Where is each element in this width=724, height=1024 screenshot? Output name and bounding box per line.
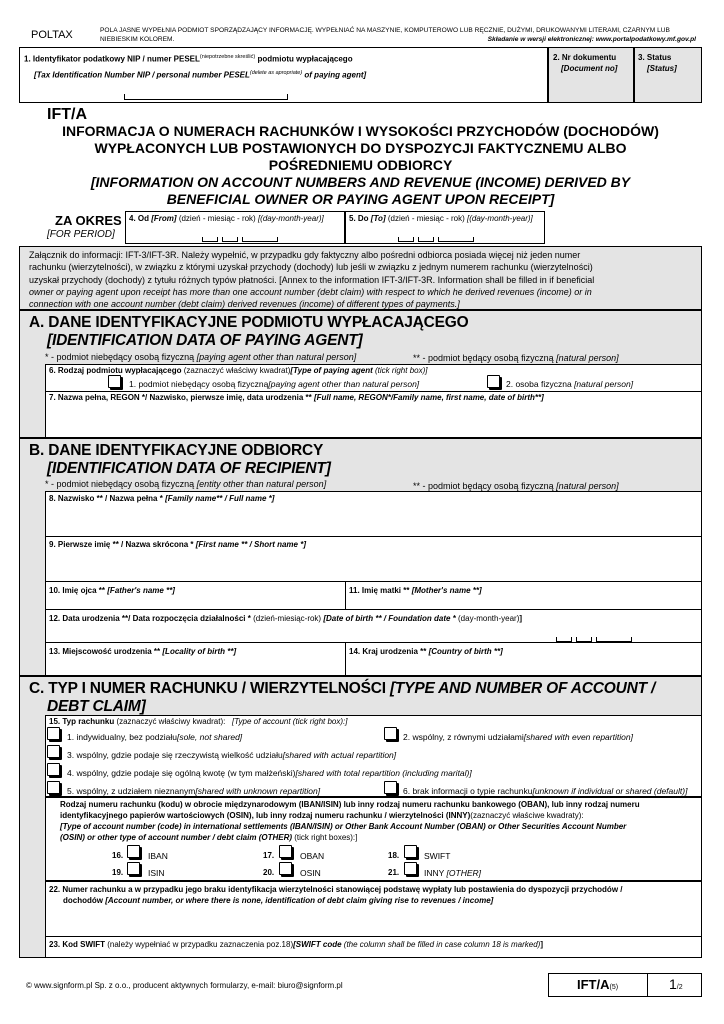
title-en-2: BENEFICIAL OWNER OR PAYING AGENT UPON RECEIPT] [166,191,555,207]
form-code: IFT/A [47,106,87,123]
to-hint: (dzień - miesiąc - rok) [387,214,465,223]
f12-label: 12. Data urodzenia **/ Data rozpoczęcia działalności * [49,614,251,623]
section-c-title-en: [TYPE AND NUMBER OF ACCOUNT / [389,680,656,697]
footer-version: (5) [609,984,619,991]
code-17-num: 17. [263,851,275,860]
checkbox-swift[interactable] [404,845,417,858]
b-star2-en: [natural person] [556,481,619,491]
o4-en: [shared with total repartition (including marital)] [295,768,472,778]
f12-hint2: (day-month-year) [458,614,520,623]
f23-en-hint: (the column shall be filled in case column 18 is marked) [343,940,541,949]
f15-hint: (zaznaczyć właściwy kwadrat): [116,717,226,726]
copyright: © www.signform.pl Sp. z o.o., producent aktywnych formularzy, e-mail: biuro@signform.pl [26,981,343,990]
f15-en: [Type of account (tick right box):] [232,717,348,726]
to-month-ticks [418,237,434,242]
tax-id-field[interactable] [19,47,548,103]
b-star1-en: [entity other than natural person] [196,479,327,489]
b-star1: * - podmiot niebędący osobą fizyczną [45,479,195,489]
tax-id-label: 1. Identyfikator podatkowy NIP / numer PESEL [24,54,200,64]
code-18-num: 18. [388,851,400,860]
f11-label: 11. Imię matki ** [349,586,410,595]
a-star1-en: [paying agent other than natural person] [196,352,357,362]
f6-label: 6. Rodzaj podmiotu wypłacającego [49,366,182,375]
document-no-label-en: [Document no] [561,64,618,73]
from-year-ticks [242,237,278,242]
code-16-num: 16. [112,851,124,860]
from-en: [From] [151,214,177,223]
a-star1: * - podmiot niebędący osobą fizyczną [45,352,195,362]
code-line-3: [Type of account number (code) in international settlements (IBAN/ISIN) or Other Bank Account Number (OBAN) or Other Securities Account Number [60,822,627,831]
account-code-type [45,797,702,881]
f23-label: 23. Kod SWIFT [49,940,105,949]
checkbox-agent-natural[interactable] [487,375,500,388]
f14-label: 14. Kraj urodzenia ** [349,647,427,656]
f22-line-1: 22. Numer rachunku a w przypadku jego braku identyfikacja wierzytelności stanowiącej podstawę wypłaty lub postawienia do dyspozycji przychodów / [49,885,623,894]
field-12-date-of-birth[interactable] [45,609,702,643]
code-19-num: 19. [112,868,124,877]
o2-label: 2. wspólny, z równymi udziałami [403,732,524,742]
footer-total: /2 [676,984,683,991]
from-num: 4. Od [129,214,150,223]
annex-note [19,246,702,310]
f11-en: [Mother's name **] [411,586,482,595]
field-22-account-number[interactable] [45,881,702,937]
footer-form-code-box [548,973,648,997]
to-hint-en: [(day-month-year)] [466,214,533,223]
title-pl-3: POŚREDNIEMU ODBIORCY [268,157,453,173]
a-star2-en: [natural person] [556,353,619,363]
code-line-2-hint: (zaznaczyć właściwe kwadraty): [470,811,584,820]
field-23-swift-code[interactable] [45,936,702,958]
to-day-ticks [398,237,414,242]
note-line-2: rachunku (wierzytelności), w związku z którymi uzyskał przychody (dochody) lub jeśli w związku z jednym numerem rachunku (wierzytelności) [29,262,593,273]
checkbox-account-sole[interactable] [47,727,60,740]
tax-id-digit-ticks [124,94,288,100]
f6-hint: (zaznaczyć właściwy kwadrat) [183,366,291,375]
status-label-en: [Status] [647,64,677,73]
o5-en: [shared with unknown repartition] [195,786,321,796]
code-21-en: [OTHER] [446,868,482,878]
from-month-ticks [222,237,238,242]
opt2-en: [natural person] [574,379,634,389]
f12-close: ] [519,614,523,623]
form-title [19,123,702,208]
f10-label: 10. Imię ojca ** [49,586,106,595]
o4-label: 4. wspólny, gdzie podaje się ogólną kwotę (w tym małżeński) [67,768,296,778]
checkbox-osin[interactable] [279,862,292,875]
checkbox-account-actual[interactable] [47,745,60,758]
footer-page-box [647,973,702,997]
code-line-1: Rodzaj numeru rachunku (kodu) w obrocie międzynarodowym (IBAN/ISIN) lub inny rodzaj numeru rachunku bankowego (OBAN), lub inny rodzaj numeru [60,800,640,809]
b-star2: ** - podmiot będący osobą fizyczną [413,481,554,491]
period-label-en: [FOR PERIOD] [47,229,115,240]
f22-line-2: dochodów [63,896,103,905]
code-line-4: (OSIN) or other type of account number / debt claim (OTHER) [60,833,293,842]
checkbox-agent-non-natural[interactable] [108,375,121,388]
section-b-title: B. DANE IDENTYFIKACYJNE ODBIORCY [29,442,324,459]
field-14-country-of-birth[interactable] [345,642,702,676]
title-pl-1: INFORMACJA O NUMERACH RACHUNKÓW I WYSOKOŚCI PRZYCHODÓW (DOCHODÓW) [62,123,659,139]
a-star2: ** - podmiot będący osobą fizyczną [413,353,554,363]
footer-page: 1 [669,976,677,992]
f23-close: ] [540,940,544,949]
checkbox-other[interactable] [404,862,417,875]
opt2-label: 2. osoba fizyczna [506,379,572,389]
section-c-title: C. TYP I NUMER RACHUNKU / WIERZYTELNOŚCI [29,680,386,697]
o5-label: 5. wspólny, z udziałem nieznanym [67,786,196,796]
section-a-title-en: [IDENTIFICATION DATA OF PAYING AGENT] [47,332,363,349]
f13-label: 13. Miejscowość urodzenia ** [49,647,161,656]
f9-label: 9. Pierwsze imię ** / Nazwa skrócona * [49,540,194,549]
document-no-field[interactable] [548,47,634,103]
note-line-5: connection with one account number (debt claim) derived revenues (income) of different types of payments.] [29,299,460,310]
o3-en: [shared with actual repartition] [282,750,397,760]
field-13-locality-of-birth[interactable] [45,642,346,676]
field-9-first-name[interactable] [45,536,702,582]
electronic-submission-note: Składanie w wersji elektronicznej: www.portalpodatkowy.mf.gov.pl [487,36,696,43]
code-20-num: 20. [263,868,275,877]
o2-en: [shared with even repartition] [523,732,633,742]
code-line-4-hint: (tick right boxes):] [294,833,358,842]
note-line-1: Załącznik do informacji: IFT-3/IFT-3R. Należy wypełnić, w przypadku gdy faktyczny albo pośredni odbiorca posiada więcej niż jeden numer [29,250,581,260]
fill-instruction-2: NIEBIESKIM KOLOREM. [100,36,175,43]
title-en-1: [INFORMATION ON ACCOUNT NUMBERS AND REVENUE (INCOME) DERIVED BY [90,174,631,190]
checkbox-account-no-info[interactable] [384,781,397,794]
tax-id-sup: (niepotrzebne skreślić) [199,54,256,60]
checkbox-account-unknown-repartition[interactable] [47,781,60,794]
code-20-label: OSIN [300,868,321,878]
checkbox-isin[interactable] [127,862,140,875]
tax-id-label-en-b: of paying agent] [304,70,367,80]
f13-en: [Locality of birth **] [162,647,237,656]
section-a-title: A. DANE IDENTYFIKACYJNE PODMIOTU WYPŁACAJĄCEGO [29,314,469,331]
checkbox-account-even[interactable] [384,727,397,740]
tax-id-label-b: podmiotu wypłacającego [257,54,353,64]
field-8-family-name[interactable] [45,491,702,537]
o1-en: [sole, not shared] [176,732,243,742]
to-en: [To] [370,214,386,223]
period-to-field[interactable] [345,211,545,244]
footer-form-code: IFT/A [577,977,610,992]
f12-hint: (dzień-miesiąc-rok) [253,614,322,623]
f23-en: [SWIFT code [293,940,342,949]
f12-en: [Date of birth ** / Foundation date * [323,614,456,623]
code-21-label: INNY [424,868,445,878]
o3-label: 3. wspólny, gdzie podaje się rzeczywistą wielkość udziału [67,750,283,760]
field-10-father-name[interactable] [45,581,346,610]
f22-en: [Account number, or where there is none, identification of debt claim giving rise to revenues / income] [105,896,494,905]
period-from-field[interactable] [125,211,345,244]
code-19-label: ISIN [148,868,165,878]
title-pl-2: WYPŁACONYCH LUB POSTAWIONYCH DO DYSPOZYCJI FAKTYCZNEMU ALBO [94,140,627,156]
field-7-full-name[interactable] [45,391,702,438]
note-line-3: uzyskał przychody (dochody) z tytułu różnych typów płatności. [Annex to the information IFT-3/IFT-3R. Information shall be filled in if beneficial [29,274,595,285]
f7-label: 7. Nazwa pełna, REGON */ Nazwisko, pierwsze imię, data urodzenia ** [49,393,312,402]
note-line-4: owner or paying agent upon receipt has more than one account number (debt claim) with respect to which he derived revenues (income) or in [29,286,592,297]
o6-label: 6. brak informacji o typie rachunku [403,786,533,796]
f15-label: 15. Typ rachunku [49,717,115,726]
section-c-title-en-2: DEBT CLAIM] [47,698,146,715]
f14-en: [Country of birth **] [428,647,503,656]
from-hint: (dzień - miesiąc - rok) [178,214,256,223]
section-b-title-en: [IDENTIFICATION DATA OF RECIPIENT] [47,460,331,477]
to-num: 5. Do [349,214,369,223]
from-hint-en: [(day-month-year)] [257,214,324,223]
f10-en: [Father's name **] [107,586,175,595]
to-year-ticks [438,237,474,242]
document-no-label: 2. Nr dokumentu [553,53,617,62]
checkbox-account-total[interactable] [47,763,60,776]
code-18-label: SWIFT [424,851,451,861]
f8-en: [Family name** / Full name *] [165,494,275,503]
f6-en2: (tick right box)] [375,366,428,375]
f9-en: [First name ** / Short name *] [195,540,306,549]
code-line-2: identyfikacyjnego papierów wartościowych (OSIN), lub inny rodzaj numeru rachunku / wierzytelności (INNY) [60,811,471,820]
f23-hint: (należy wypełniać w przypadku zaznaczenia poz.18) [107,940,294,949]
checkbox-iban[interactable] [127,845,140,858]
o1-label: 1. indywidualny, bez podziału [67,732,177,742]
opt1-en: [paying agent other than natural person] [268,379,420,389]
opt1-label: 1. podmiot niebędący osobą fizyczną [129,379,269,389]
fill-instruction: POLA JASNE WYPEŁNIA PODMIOT SPORZĄDZAJĄCY INFORMACJĘ. WYPEŁNIAĆ NA MASZYNIE, KOMPUTEROWO LUB RĘCZNIE, DUŻYMI, DRUKOWANYMI LITERAMI, CZARNYM LUB [100,27,670,34]
brand-poltax: POLTAX [31,29,73,41]
tax-id-label-en: [Tax Identification Number NIP / personal number PESEL [34,70,250,80]
field-11-mother-name[interactable] [345,581,702,610]
period-label: ZA OKRES [55,213,122,228]
code-16-label: IBAN [148,851,168,861]
o6-en: [unknown if individual or shared (default)] [532,786,688,796]
tax-id-sup-en: (delete as apropriate) [249,70,303,76]
from-day-ticks [202,237,218,242]
checkbox-oban[interactable] [279,845,292,858]
f6-en: [Type of paying agent [290,366,373,375]
code-21-num: 21. [388,868,400,877]
f8-label: 8. Nazwisko ** / Nazwa pełna * [49,494,163,503]
status-field[interactable] [634,47,702,103]
f7-en: [Full name, REGON*/Family name, first name, date of birth**] [313,393,544,402]
code-17-label: OBAN [300,851,325,861]
status-label: 3. Status [638,53,672,62]
